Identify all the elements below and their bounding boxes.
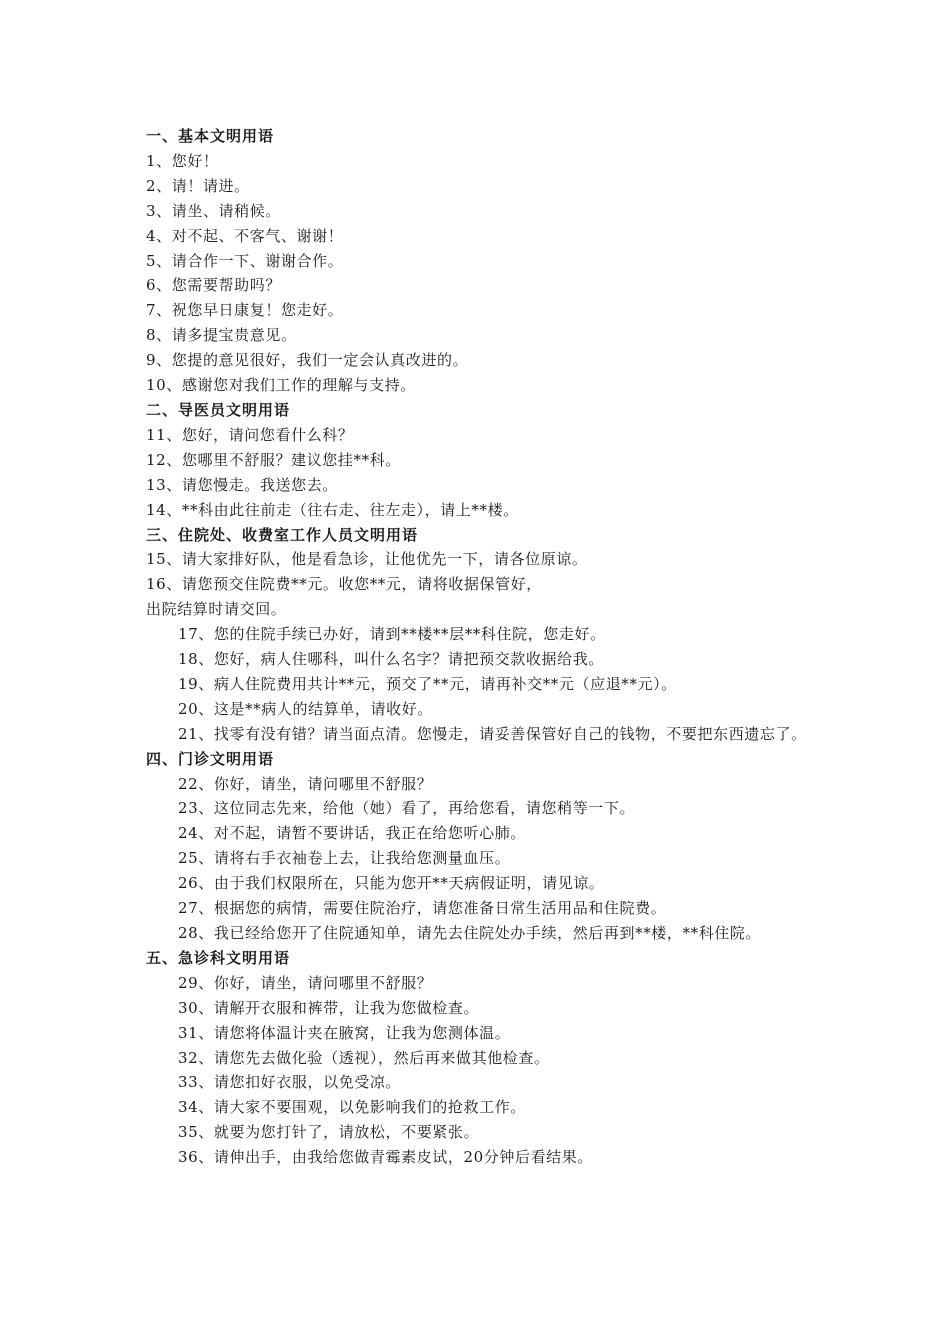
section-heading: 一、基本文明用语 [146, 127, 275, 145]
list-item: 出院结算时请交回。 [146, 600, 287, 619]
list-item: 33、请您扣好衣服，以免受凉。 [178, 1073, 402, 1092]
list-item: 30、请解开衣服和裤带，让我为您做检查。 [178, 998, 480, 1017]
list-item: 1、您好！ [146, 151, 219, 170]
list-item: 24、对不起，请暂不要讲话，我正在给您听心肺。 [178, 824, 526, 843]
list-item-text: 28、我已经给您开了住院通知单，请先去住院处办手续，然后再到**楼，**科住院。 [178, 924, 762, 942]
list-item: 9、您提的意见很好，我们一定会认真改进的。 [146, 351, 469, 370]
list-item: 23、这位同志先来，给他（她）看了，再给您看，请您稍等一下。 [178, 799, 636, 818]
list-item: 34、请大家不要围观，以免影响我们的抢救工作。 [178, 1098, 526, 1117]
list-item: 36、请伸出手，由我给您做青霉素皮试，20分钟后看结果。 [178, 1148, 593, 1167]
list-item: 8、请多提宝贵意见。 [146, 326, 297, 345]
section-heading: 四、门诊文明用语 [146, 749, 275, 768]
list-item: 25、请将右手衣袖卷上去，让我给您测量血压。 [178, 849, 511, 868]
list-item-wrapped [146, 921, 816, 946]
section-heading: 五、急诊科文明用语 [146, 948, 291, 967]
list-item: 7、祝您早日康复！您走好。 [146, 301, 344, 320]
section-heading: 二、导医员文明用语 [146, 400, 291, 419]
list-item-text: 21、找零有没有错？请当面点清。您慢走，请妥善保管好自己的钱物，不要把东西遗忘了。 [178, 724, 807, 743]
document-body [146, 124, 816, 1170]
list-item: 3、请坐、请稍候。 [146, 201, 281, 220]
section-heading: 三、住院处、收费室工作人员文明用语 [146, 525, 419, 544]
list-item: 17、您的住院手续已办好，请到**楼**层**科住院，您走好。 [178, 625, 606, 644]
list-item: 18、您好，病人住哪科，叫什么名字？请把预交款收据给我。 [178, 650, 604, 669]
list-item: 26、由于我们权限所在，只能为您开**天病假证明，请见谅。 [178, 874, 605, 893]
list-item: 12、您哪里不舒服？建议您挂**科。 [146, 450, 401, 469]
list-item: 13、请您慢走。我送您去。 [146, 475, 338, 494]
list-item: 20、这是**病人的结算单，请收好。 [178, 699, 433, 718]
list-item: 35、就要为您打针了，请放松，不要紧张。 [178, 1123, 480, 1142]
list-item-wrapped [146, 722, 816, 747]
list-item: 22、你好，请坐，请问哪里不舒服？ [178, 774, 433, 793]
list-item: 4、对不起、不客气、谢谢！ [146, 226, 344, 245]
list-item: 15、请大家排好队，他是看急诊，让他优先一下，请各位原谅。 [146, 550, 588, 569]
list-item: 14、**科由此往前走（往右走、往左走），请上**楼。 [146, 500, 519, 519]
list-item: 16、请您预交住院费**元。收您**元，请将收据保管好， [146, 575, 542, 594]
list-item: 32、请您先去做化验（透视），然后再来做其他检查。 [178, 1048, 550, 1067]
list-item: 11、您好，请问您看什么科？ [146, 425, 354, 444]
list-item: 10、感谢您对我们工作的理解与支持。 [146, 376, 416, 395]
list-item: 31、请您将体温计夹在腋窝，让我为您测体温。 [178, 1023, 511, 1042]
list-item: 5、请合作一下、谢谢合作。 [146, 251, 344, 270]
list-item: 19、病人住院费用共计**元，预交了**元，请再补交**元（应退**元）。 [178, 674, 677, 693]
list-item: 27、根据您的病情，需要住院治疗，请您准备日常生活用品和住院费。 [178, 899, 667, 918]
list-item: 2、请！请进。 [146, 176, 250, 195]
list-item: 29、你好，请坐，请问哪里不舒服？ [178, 973, 433, 992]
list-item: 6、您需要帮助吗？ [146, 276, 281, 295]
